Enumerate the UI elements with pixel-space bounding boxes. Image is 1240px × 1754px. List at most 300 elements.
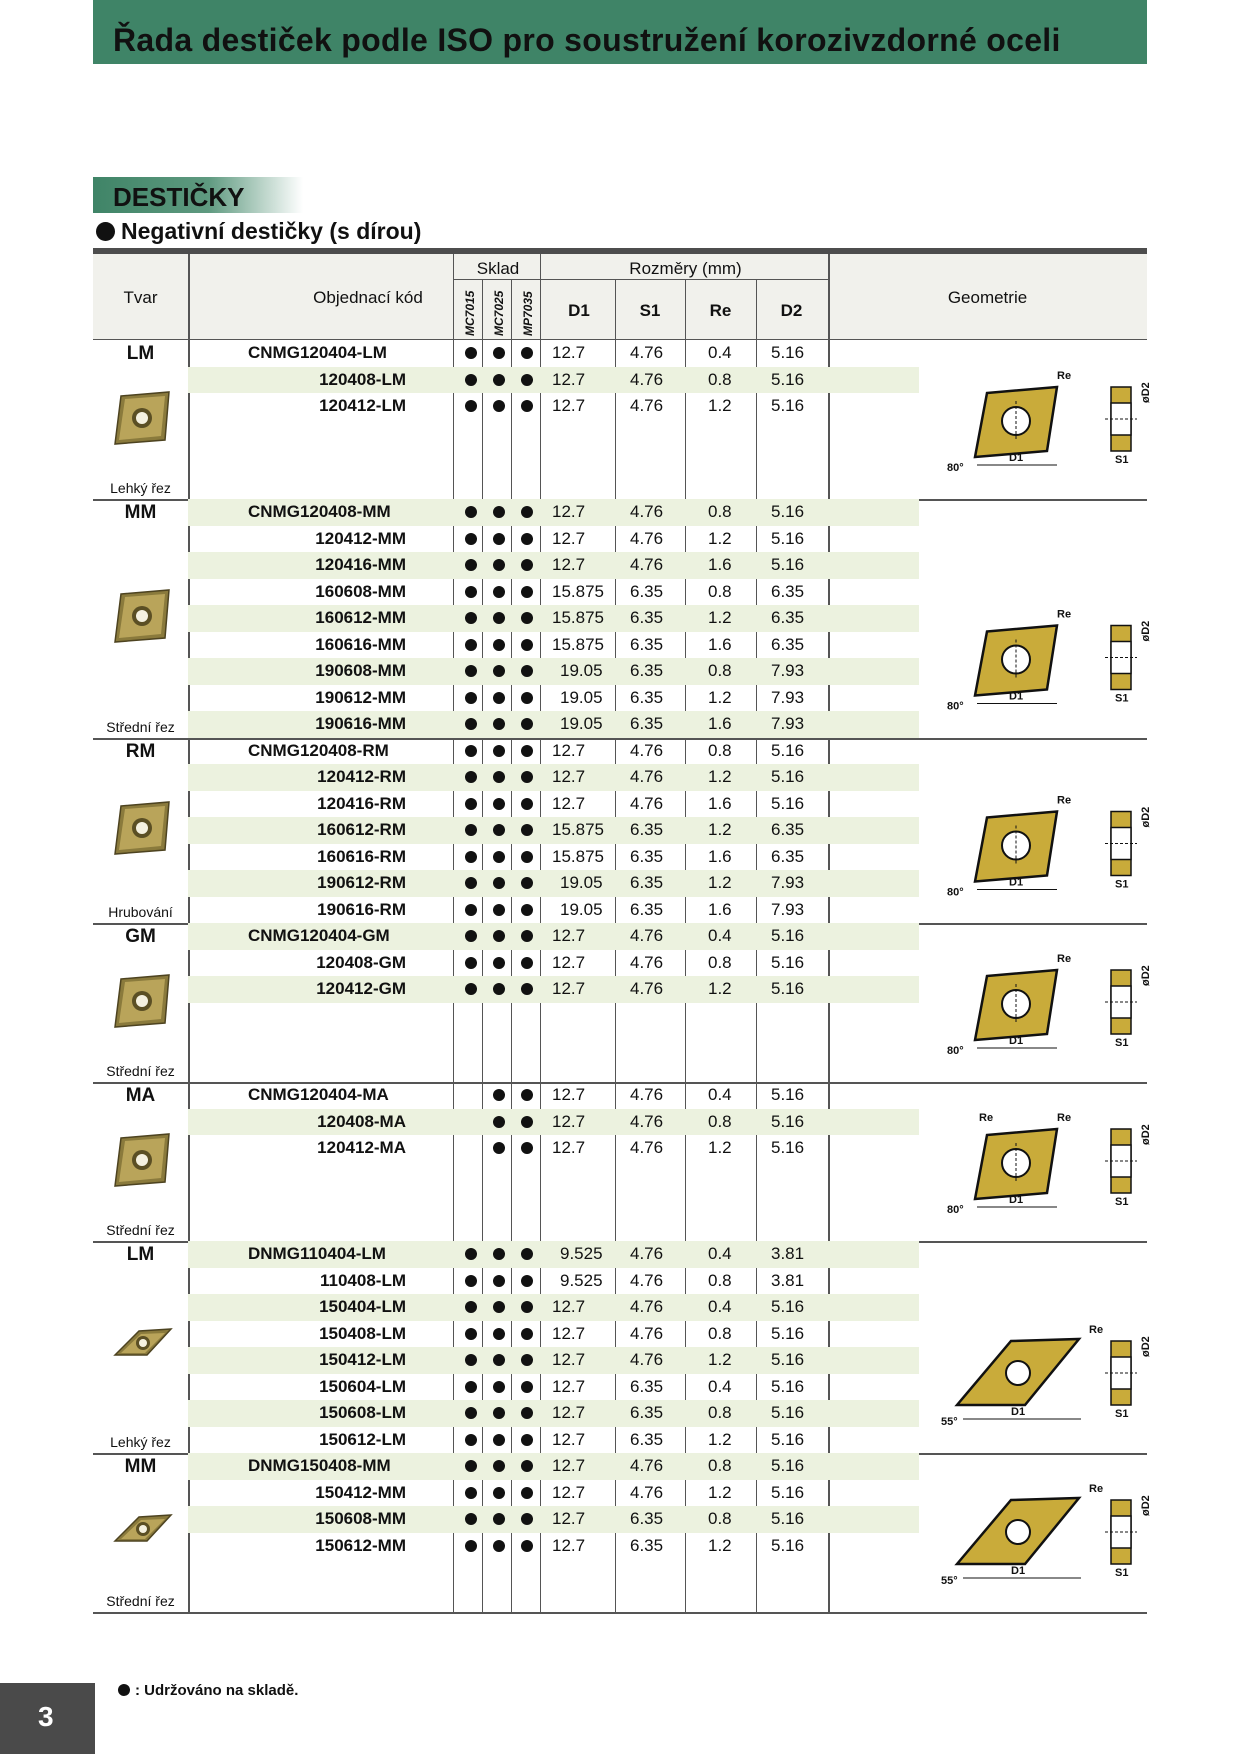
- in-stock-dot-icon: [493, 930, 505, 942]
- value-d1: 15.875: [552, 634, 604, 654]
- geometry-drawing: [939, 1241, 1152, 1453]
- in-stock-dot-icon: [521, 1513, 533, 1525]
- value-d2: 5.16: [771, 1085, 805, 1104]
- value-d1: 12.7: [552, 1456, 586, 1475]
- group-caption: Střední řez: [106, 1593, 175, 1609]
- in-stock-dot-icon: [465, 692, 477, 704]
- value-re: 1.2: [708, 873, 732, 892]
- legend: [118, 1682, 298, 1699]
- header-geometrie: Geometrie: [947, 288, 1028, 307]
- value-d2: 5.16: [771, 767, 805, 786]
- value-s1: 4.76: [630, 1482, 664, 1502]
- value-d2: 7.93: [771, 661, 805, 680]
- in-stock-dot-icon: [493, 639, 505, 651]
- value-re: 0.8: [708, 1270, 732, 1290]
- in-stock-dot-icon: [521, 586, 533, 598]
- value-d2: 5.16: [771, 1509, 805, 1528]
- geo-d2-label: øD2: [1140, 965, 1152, 986]
- in-stock-dot-icon: [493, 1487, 505, 1499]
- in-stock-dot-icon: [521, 851, 533, 863]
- value-s1: 4.76: [630, 369, 664, 389]
- order-code: 160616-RM: [317, 846, 406, 866]
- in-stock-dot-icon: [493, 1381, 505, 1393]
- in-stock-dot-icon: [465, 1275, 477, 1287]
- in-stock-dot-icon: [493, 1407, 505, 1419]
- in-stock-dot-icon: [521, 1248, 533, 1260]
- in-stock-dot-icon: [465, 1354, 477, 1366]
- geometry-drawing: [939, 499, 1152, 738]
- group-name: LM: [126, 343, 155, 364]
- group-name: MA: [125, 1085, 156, 1106]
- header-tvar: Tvar: [123, 288, 158, 307]
- in-stock-dot-icon: [465, 771, 477, 783]
- value-re: 0.8: [708, 740, 732, 760]
- geo-s1-label: S1: [1115, 878, 1129, 890]
- order-code: CNMG120404-LM: [248, 343, 387, 362]
- in-stock-dot-icon: [465, 374, 477, 386]
- in-stock-dot-icon: [465, 586, 477, 598]
- in-stock-dot-icon: [521, 1301, 533, 1313]
- order-code: 120416-MM: [315, 555, 406, 574]
- value-re: 1.2: [708, 396, 732, 415]
- order-code: 120412-MA: [317, 1138, 406, 1157]
- value-d1: 19.05: [560, 873, 603, 892]
- value-s1: 4.76: [630, 502, 664, 521]
- value-s1: 4.76: [630, 1270, 664, 1290]
- subheading-text: Negativní destičky (s dírou): [121, 218, 422, 244]
- value-s1: 6.35: [630, 873, 664, 892]
- geo-re-label: Re: [1089, 1324, 1104, 1336]
- value-d2: 5.16: [771, 1323, 805, 1343]
- geo-d2-label: øD2: [1140, 620, 1152, 642]
- value-s1: 4.76: [630, 528, 664, 548]
- in-stock-dot-icon: [465, 1540, 477, 1552]
- section-tag-label: DESTIČKY: [113, 182, 245, 212]
- value-d1: 9.525: [560, 1270, 603, 1290]
- value-s1: 4.76: [630, 1138, 664, 1157]
- value-s1: 6.35: [630, 608, 664, 627]
- in-stock-dot-icon: [493, 718, 505, 730]
- value-d2: 6.35: [771, 634, 805, 654]
- group-caption: Lehký řez: [110, 1434, 171, 1450]
- value-re: 1.6: [708, 634, 732, 654]
- value-d1: 12.7: [552, 979, 586, 998]
- value-re: 1.6: [708, 899, 732, 919]
- in-stock-dot-icon: [521, 798, 533, 810]
- in-stock-dot-icon: [465, 533, 477, 545]
- value-d2: 5.16: [771, 926, 805, 945]
- order-code: CNMG120404-MA: [248, 1085, 389, 1104]
- in-stock-dot-icon: [493, 400, 505, 412]
- value-s1: 4.76: [630, 1111, 664, 1131]
- page-title: Řada destiček podle ISO pro soustružení korozivzdorné oceli: [113, 22, 1061, 58]
- in-stock-dot-icon: [521, 877, 533, 889]
- in-stock-dot-icon: [493, 1089, 505, 1101]
- value-re: 1.2: [708, 1482, 732, 1502]
- in-stock-dot-icon: [493, 745, 505, 757]
- value-d2: 5.16: [771, 979, 805, 998]
- value-d2: 5.16: [771, 343, 805, 362]
- geo-s1-label: S1: [1115, 1408, 1129, 1420]
- in-stock-dot-icon: [521, 1116, 533, 1128]
- value-d1: 12.7: [552, 1429, 586, 1449]
- order-code: 150412-MM: [315, 1482, 406, 1502]
- title-banner: [93, 0, 1147, 64]
- value-d2: 5.16: [771, 952, 805, 972]
- value-re: 0.8: [708, 369, 732, 389]
- geo-re-label: Re: [1057, 1112, 1072, 1124]
- order-code: 150612-MM: [315, 1535, 406, 1555]
- value-d2: 7.93: [771, 687, 805, 707]
- in-stock-dot-icon: [493, 1248, 505, 1260]
- order-code: 120412-LM: [319, 396, 406, 415]
- header-grade-3: MP7035: [521, 291, 535, 336]
- in-stock-dot-icon: [521, 1089, 533, 1101]
- value-re: 1.2: [708, 608, 732, 627]
- order-code: 120412-GM: [316, 979, 406, 998]
- in-stock-dot-icon: [521, 1460, 533, 1472]
- value-re: 0.4: [708, 1085, 732, 1104]
- in-stock-dot-icon: [465, 1407, 477, 1419]
- value-d2: 5.16: [771, 502, 805, 521]
- in-stock-dot-icon: [465, 1513, 477, 1525]
- in-stock-dot-icon: [521, 639, 533, 651]
- value-re: 0.8: [708, 581, 732, 601]
- in-stock-dot-icon: [493, 957, 505, 969]
- header-grade-2: MC7025: [492, 290, 506, 336]
- geo-s1-label: S1: [1115, 1037, 1129, 1049]
- geo-s1-label: S1: [1115, 454, 1129, 466]
- value-d2: 5.16: [771, 528, 805, 548]
- value-d1: 12.7: [552, 1535, 586, 1555]
- value-d2: 5.16: [771, 793, 805, 813]
- order-code: 190608-MM: [315, 661, 406, 680]
- value-re: 0.4: [708, 1376, 732, 1396]
- value-re: 1.2: [708, 1350, 732, 1369]
- value-s1: 6.35: [630, 1429, 664, 1449]
- in-stock-dot-icon: [465, 851, 477, 863]
- in-stock-dot-icon: [493, 665, 505, 677]
- in-stock-dot-icon: [493, 612, 505, 624]
- group-name: RM: [125, 740, 156, 762]
- group-caption: Střední řez: [106, 1063, 175, 1079]
- value-re: 0.4: [708, 926, 732, 945]
- value-d1: 12.7: [552, 1403, 586, 1422]
- order-code: CNMG120408-MM: [248, 502, 391, 521]
- geo-re-label: Re: [1057, 794, 1072, 806]
- in-stock-dot-icon: [465, 1301, 477, 1313]
- subheading: [96, 218, 421, 245]
- value-d2: 6.35: [771, 581, 805, 601]
- geometry-drawing: [939, 1453, 1152, 1612]
- header-s1: S1: [639, 301, 661, 320]
- value-s1: 4.76: [630, 1456, 664, 1475]
- value-s1: 4.76: [630, 1244, 664, 1263]
- value-s1: 4.76: [630, 396, 664, 415]
- in-stock-dot-icon: [493, 851, 505, 863]
- group-caption: Střední řez: [106, 1222, 175, 1238]
- in-stock-dot-icon: [465, 1248, 477, 1260]
- value-re: 0.4: [708, 1297, 732, 1316]
- in-stock-dot-icon: [521, 692, 533, 704]
- value-d2: 5.16: [771, 1535, 805, 1555]
- value-d1: 12.7: [552, 767, 586, 786]
- in-stock-dot-icon: [521, 400, 533, 412]
- value-d1: 15.875: [552, 820, 604, 839]
- in-stock-dot-icon: [521, 1354, 533, 1366]
- value-d2: 5.16: [771, 1111, 805, 1131]
- value-d1: 12.7: [552, 555, 586, 574]
- in-stock-dot-icon: [493, 347, 505, 359]
- bullet-icon: [96, 222, 115, 241]
- in-stock-dot-icon: [493, 586, 505, 598]
- value-s1: 4.76: [630, 952, 664, 972]
- value-d2: 5.16: [771, 1350, 805, 1369]
- value-s1: 6.35: [630, 820, 664, 839]
- group-name: MM: [124, 502, 157, 523]
- value-d2: 5.16: [771, 740, 805, 760]
- order-code: 150412-LM: [319, 1350, 406, 1369]
- geo-d2-label: øD2: [1140, 1336, 1152, 1357]
- in-stock-dot-icon: [493, 904, 505, 916]
- group-name: MM: [124, 1456, 157, 1477]
- in-stock-dot-icon: [521, 559, 533, 571]
- geo-re-label: Re: [1089, 1483, 1104, 1495]
- legend-text: : Udržováno na skladě.: [135, 1682, 299, 1699]
- order-code: 150608-MM: [315, 1509, 406, 1528]
- value-d2: 5.16: [771, 369, 805, 389]
- value-re: 0.8: [708, 1111, 732, 1131]
- in-stock-dot-icon: [521, 1540, 533, 1552]
- value-d1: 12.7: [552, 1376, 586, 1396]
- in-stock-dot-icon: [465, 745, 477, 757]
- in-stock-dot-icon: [465, 904, 477, 916]
- in-stock-dot-icon: [465, 1381, 477, 1393]
- header-grade-1: MC7015: [463, 290, 477, 336]
- in-stock-dot-icon: [521, 347, 533, 359]
- in-stock-dot-icon: [521, 1487, 533, 1499]
- order-code: 190616-MM: [315, 714, 406, 733]
- in-stock-dot-icon: [521, 745, 533, 757]
- in-stock-dot-icon: [521, 983, 533, 995]
- order-code: 150612-LM: [319, 1429, 406, 1449]
- value-d2: 5.16: [771, 1429, 805, 1449]
- value-d2: 7.93: [771, 899, 805, 919]
- value-d1: 15.875: [552, 581, 604, 601]
- order-code: 150604-LM: [319, 1376, 406, 1396]
- order-code: 120416-RM: [317, 793, 406, 813]
- in-stock-dot-icon: [521, 771, 533, 783]
- geo-d2-label: øD2: [1140, 382, 1152, 403]
- value-s1: 4.76: [630, 926, 664, 945]
- value-re: 0.8: [708, 1456, 732, 1475]
- order-code: 120408-LM: [319, 369, 406, 389]
- in-stock-dot-icon: [493, 1460, 505, 1472]
- value-d1: 15.875: [552, 846, 604, 866]
- in-stock-dot-icon: [521, 824, 533, 836]
- geo-angle-label: 80°: [947, 1204, 964, 1216]
- value-d2: 5.16: [771, 1482, 805, 1502]
- in-stock-dot-icon: [465, 930, 477, 942]
- value-s1: 6.35: [630, 1509, 664, 1528]
- value-d2: 5.16: [771, 1456, 805, 1475]
- value-d2: 3.81: [771, 1270, 805, 1290]
- geo-d1-label: D1: [1009, 452, 1024, 464]
- value-s1: 4.76: [630, 793, 664, 813]
- order-code: 120412-RM: [317, 767, 406, 786]
- group-caption: Střední řez: [106, 718, 175, 735]
- in-stock-dot-icon: [521, 506, 533, 518]
- value-d1: 9.525: [560, 1244, 603, 1263]
- header-d2: D2: [780, 301, 803, 320]
- in-stock-dot-icon: [521, 1328, 533, 1340]
- value-re: 1.2: [708, 820, 732, 839]
- order-code: DNMG110404-LM: [248, 1244, 386, 1263]
- value-re: 1.2: [708, 528, 732, 548]
- in-stock-dot-icon: [521, 957, 533, 969]
- value-d2: 5.16: [771, 1138, 805, 1157]
- value-re: 0.8: [708, 502, 732, 521]
- order-code: 150404-LM: [319, 1297, 406, 1316]
- in-stock-dot-icon: [521, 1381, 533, 1393]
- header-d1: D1: [568, 301, 590, 320]
- value-re: 0.4: [708, 343, 732, 362]
- value-d2: 7.93: [771, 873, 805, 892]
- value-d2: 5.16: [771, 555, 805, 574]
- value-d2: 6.35: [771, 608, 805, 627]
- in-stock-dot-icon: [493, 374, 505, 386]
- in-stock-dot-icon: [465, 798, 477, 810]
- value-d2: 6.35: [771, 820, 805, 839]
- in-stock-dot-icon: [493, 533, 505, 545]
- in-stock-dot-icon: [521, 904, 533, 916]
- geo-d2-label: øD2: [1140, 1495, 1152, 1516]
- geo-s1-label: S1: [1115, 692, 1129, 705]
- header-re: Re: [709, 301, 732, 320]
- in-stock-dot-icon: [521, 718, 533, 730]
- order-code: DNMG150408-MM: [248, 1456, 391, 1475]
- order-code: 160616-MM: [315, 634, 406, 654]
- in-stock-dot-icon: [465, 718, 477, 730]
- value-d2: 7.93: [771, 714, 805, 733]
- in-stock-dot-icon: [493, 1354, 505, 1366]
- value-s1: 4.76: [630, 979, 664, 998]
- geo-re-label-2: Re: [979, 1112, 994, 1124]
- in-stock-dot-icon: [493, 1328, 505, 1340]
- value-s1: 6.35: [630, 687, 664, 707]
- value-d2: 5.16: [771, 1297, 805, 1316]
- order-code: 190612-RM: [317, 873, 406, 892]
- in-stock-dot-icon: [493, 559, 505, 571]
- in-stock-dot-icon: [465, 506, 477, 518]
- value-s1: 4.76: [630, 555, 664, 574]
- order-code: 110408-LM: [320, 1270, 406, 1290]
- value-d2: 5.16: [771, 1403, 805, 1422]
- in-stock-dot-icon: [465, 1434, 477, 1446]
- geo-angle-label: 55°: [941, 1416, 958, 1428]
- value-d2: 3.81: [771, 1244, 805, 1263]
- value-re: 1.6: [708, 714, 732, 733]
- order-code: 160612-RM: [317, 820, 406, 839]
- geo-d1-label: D1: [1009, 690, 1024, 703]
- in-stock-dot-icon: [493, 771, 505, 783]
- geometry-drawing: [939, 1082, 1152, 1241]
- in-stock-dot-icon: [521, 930, 533, 942]
- value-d1: 19.05: [560, 714, 603, 733]
- group-caption: Hrubování: [108, 904, 173, 920]
- value-d1: 12.7: [552, 1111, 586, 1131]
- in-stock-dot-icon: [493, 877, 505, 889]
- in-stock-dot-icon: [465, 347, 477, 359]
- geo-re-label: Re: [1057, 608, 1072, 621]
- value-s1: 4.76: [630, 740, 664, 760]
- order-code: 120412-MM: [315, 528, 406, 548]
- in-stock-dot-icon: [493, 824, 505, 836]
- order-code: 150408-LM: [319, 1323, 406, 1343]
- value-re: 1.2: [708, 767, 732, 786]
- value-s1: 4.76: [630, 1323, 664, 1343]
- geo-re-label: Re: [1057, 953, 1072, 965]
- value-d1: 12.7: [552, 396, 586, 415]
- in-stock-dot-icon: [465, 957, 477, 969]
- in-stock-dot-icon: [465, 824, 477, 836]
- in-stock-dot-icon: [521, 1275, 533, 1287]
- value-re: 1.2: [708, 1429, 732, 1449]
- value-re: 0.8: [708, 1323, 732, 1343]
- order-code: 160608-MM: [315, 581, 406, 601]
- header-dims: Rozměry (mm): [629, 259, 742, 278]
- value-re: 1.6: [708, 555, 732, 574]
- in-stock-dot-icon: [493, 1540, 505, 1552]
- geo-angle-label: 80°: [947, 1045, 964, 1057]
- value-re: 0.8: [708, 661, 732, 680]
- value-d1: 12.7: [552, 1138, 586, 1157]
- page-number-box: [0, 1683, 95, 1754]
- group-caption: Lehký řez: [110, 480, 171, 496]
- order-code: 190612-MM: [315, 687, 406, 707]
- value-d2: 5.16: [771, 1376, 805, 1396]
- value-d1: 12.7: [552, 528, 586, 548]
- stock-dot-icon: [118, 1684, 130, 1696]
- group-name: LM: [126, 1244, 155, 1265]
- value-s1: 6.35: [630, 899, 664, 919]
- value-d1: 12.7: [552, 793, 586, 813]
- order-code: 120408-GM: [316, 952, 406, 972]
- value-s1: 6.35: [630, 634, 664, 654]
- geometry-drawing: [939, 923, 1152, 1082]
- geo-d1-label: D1: [1009, 1035, 1024, 1047]
- group-name: GM: [125, 926, 156, 947]
- value-d2: 5.16: [771, 396, 805, 415]
- value-re: 1.2: [708, 687, 732, 707]
- value-d1: 12.7: [552, 369, 586, 389]
- value-s1: 6.35: [630, 714, 664, 733]
- in-stock-dot-icon: [521, 612, 533, 624]
- value-s1: 4.76: [630, 767, 664, 786]
- value-d1: 19.05: [560, 899, 603, 919]
- geo-re-label: Re: [1057, 370, 1072, 382]
- order-code: 160612-MM: [315, 608, 406, 627]
- in-stock-dot-icon: [465, 639, 477, 651]
- geo-angle-label: 55°: [941, 1575, 958, 1587]
- value-d1: 12.7: [552, 1509, 586, 1528]
- order-code: 120408-MA: [317, 1111, 406, 1131]
- in-stock-dot-icon: [493, 983, 505, 995]
- in-stock-dot-icon: [465, 1328, 477, 1340]
- value-re: 1.2: [708, 1138, 732, 1157]
- in-stock-dot-icon: [493, 1513, 505, 1525]
- value-re: 1.2: [708, 979, 732, 998]
